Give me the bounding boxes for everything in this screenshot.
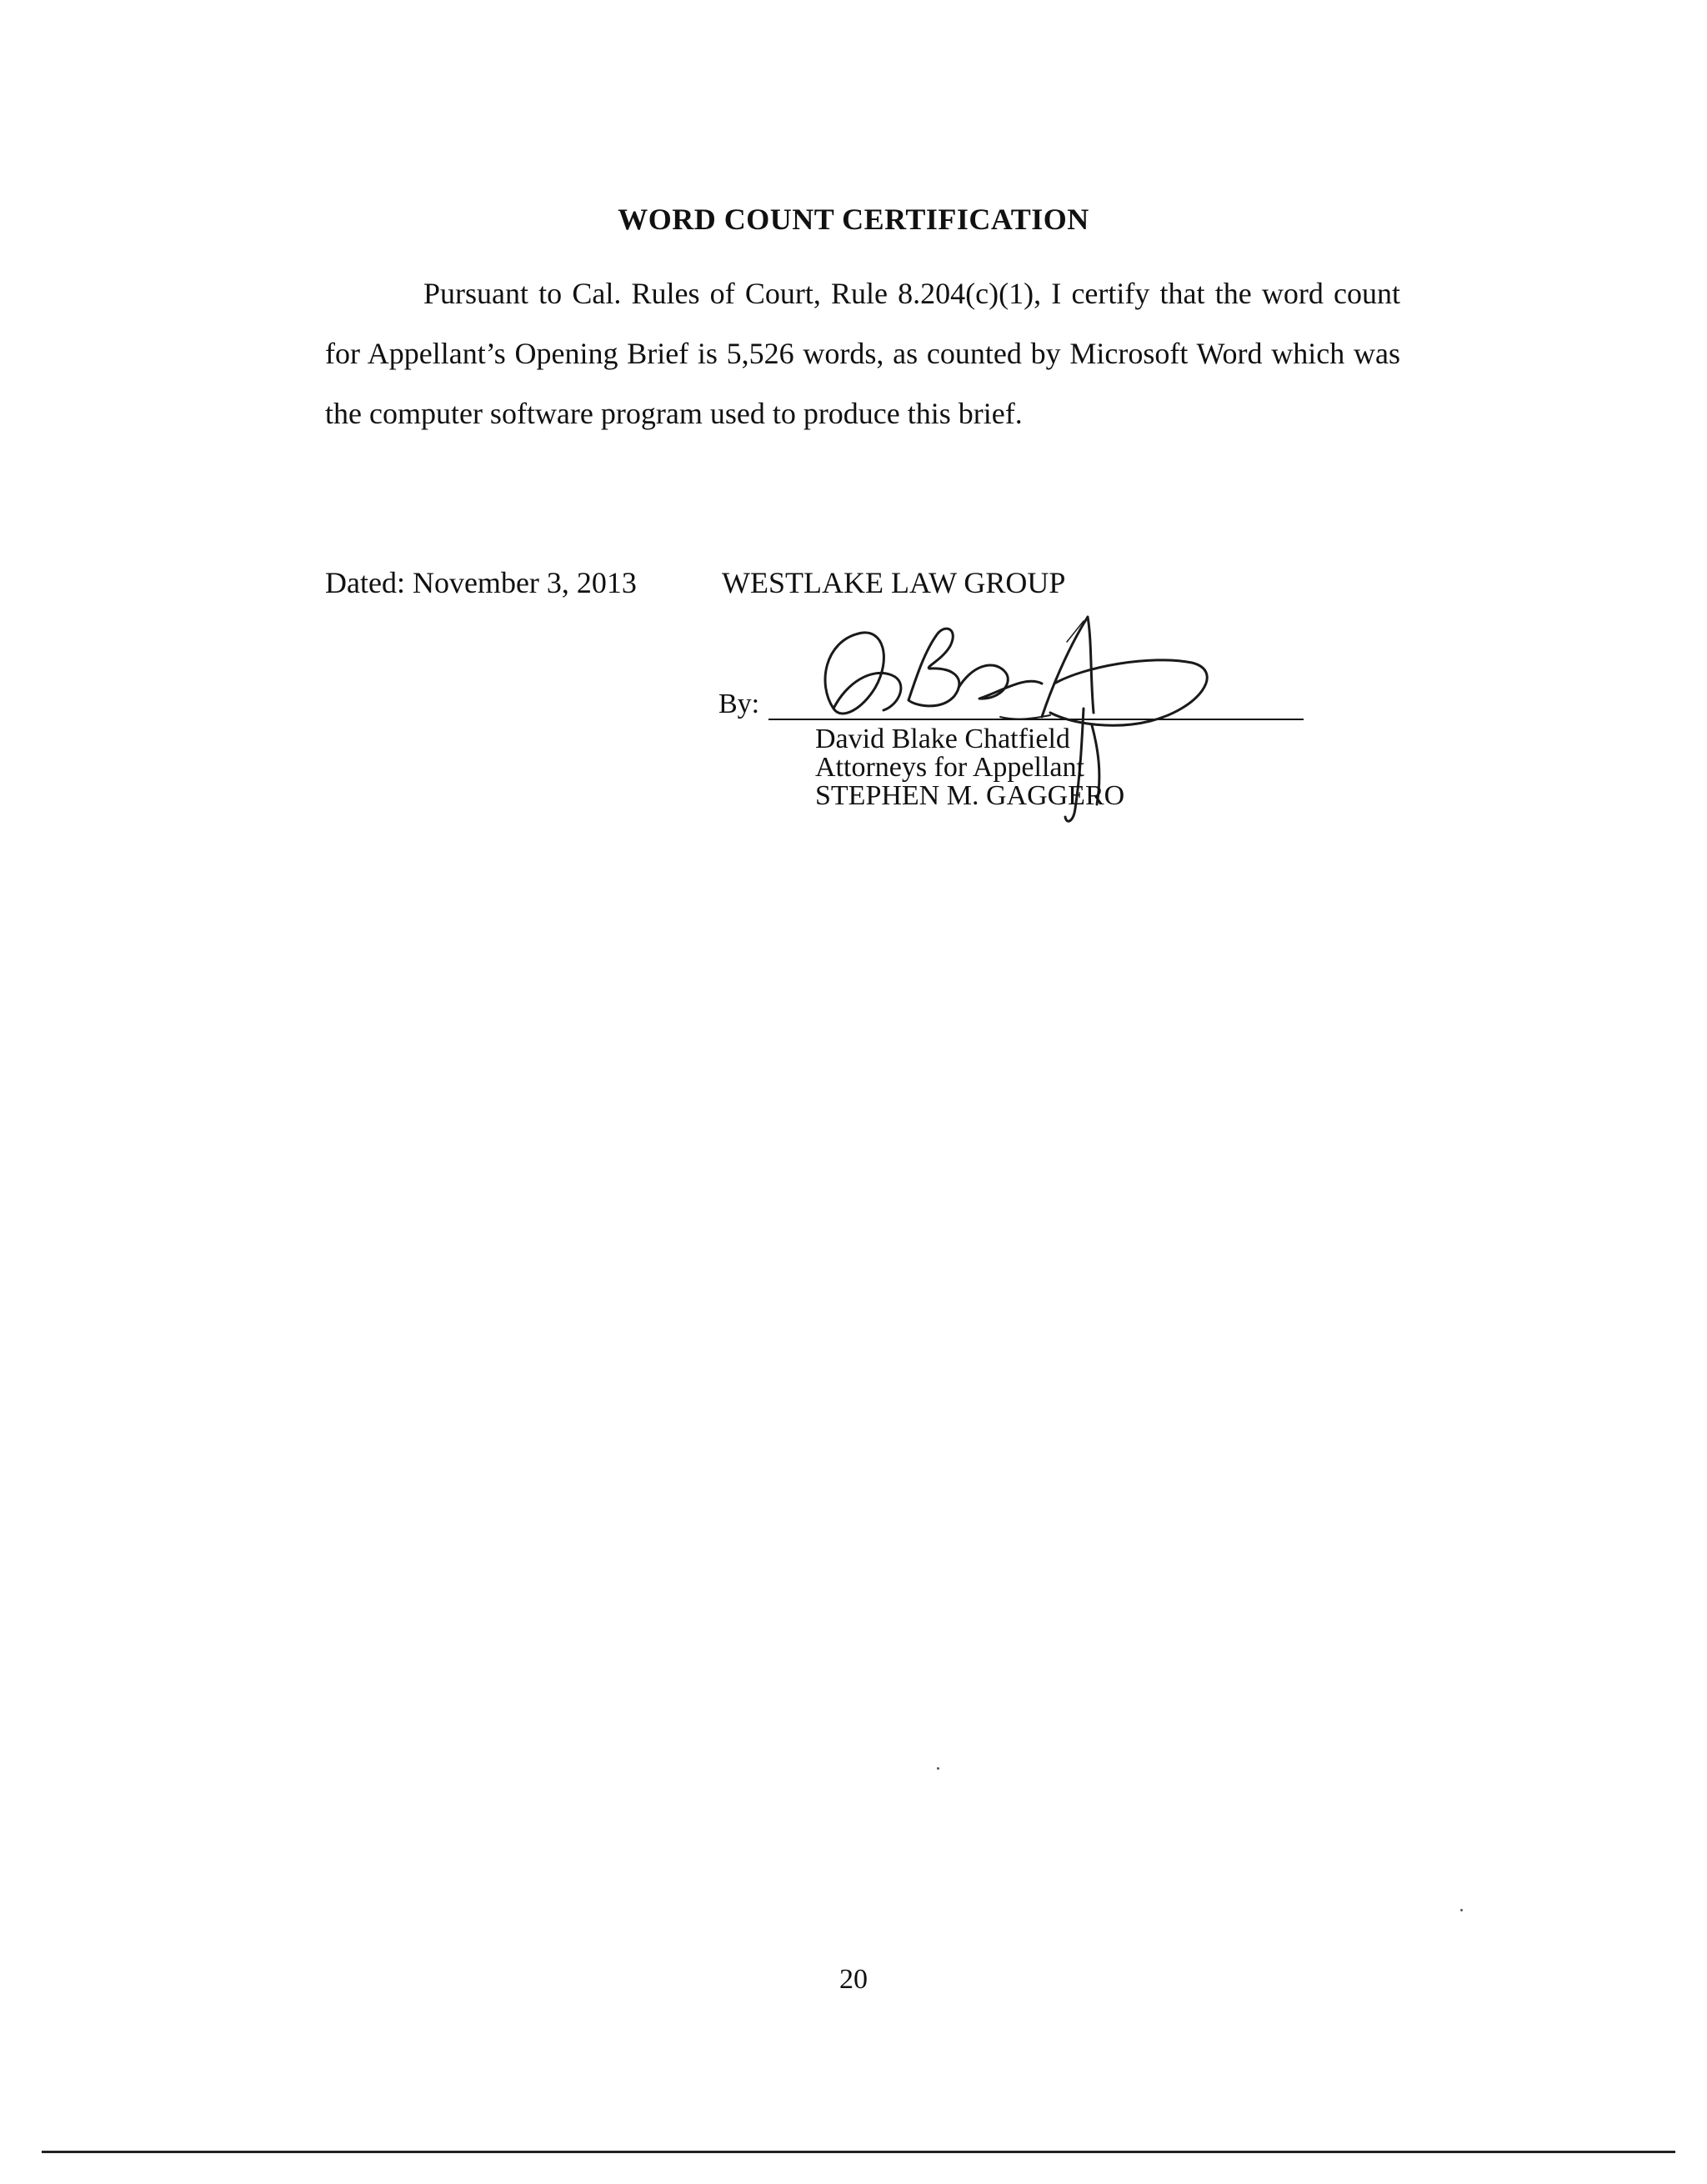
by-label: By: xyxy=(718,689,760,719)
signatory-name: David Blake Chatfield xyxy=(815,724,1070,754)
client-name: STEPHEN M. GAGGERO xyxy=(815,780,1125,811)
signature-block xyxy=(815,725,1124,810)
scan-speck xyxy=(937,1767,939,1770)
page-number: 20 xyxy=(839,1964,868,1995)
certification-paragraph: Pursuant to Cal. Rules of Court, Rule 8.204(c)(1), I certify that the word count for Appellant’s Opening Brief is 5,526 words, as counted by Microsoft Word which was the computer software program used to produce this brief. xyxy=(325,277,1400,430)
footer-rule xyxy=(42,2151,1675,2153)
page-title: WORD COUNT CERTIFICATION xyxy=(618,203,1089,236)
scan-speck xyxy=(1460,1909,1463,1911)
firm-name: WESTLAKE LAW GROUP xyxy=(722,566,1066,599)
dated-line: Dated: November 3, 2013 xyxy=(325,566,637,599)
signatory-role: Attorneys for Appellant xyxy=(815,752,1084,783)
